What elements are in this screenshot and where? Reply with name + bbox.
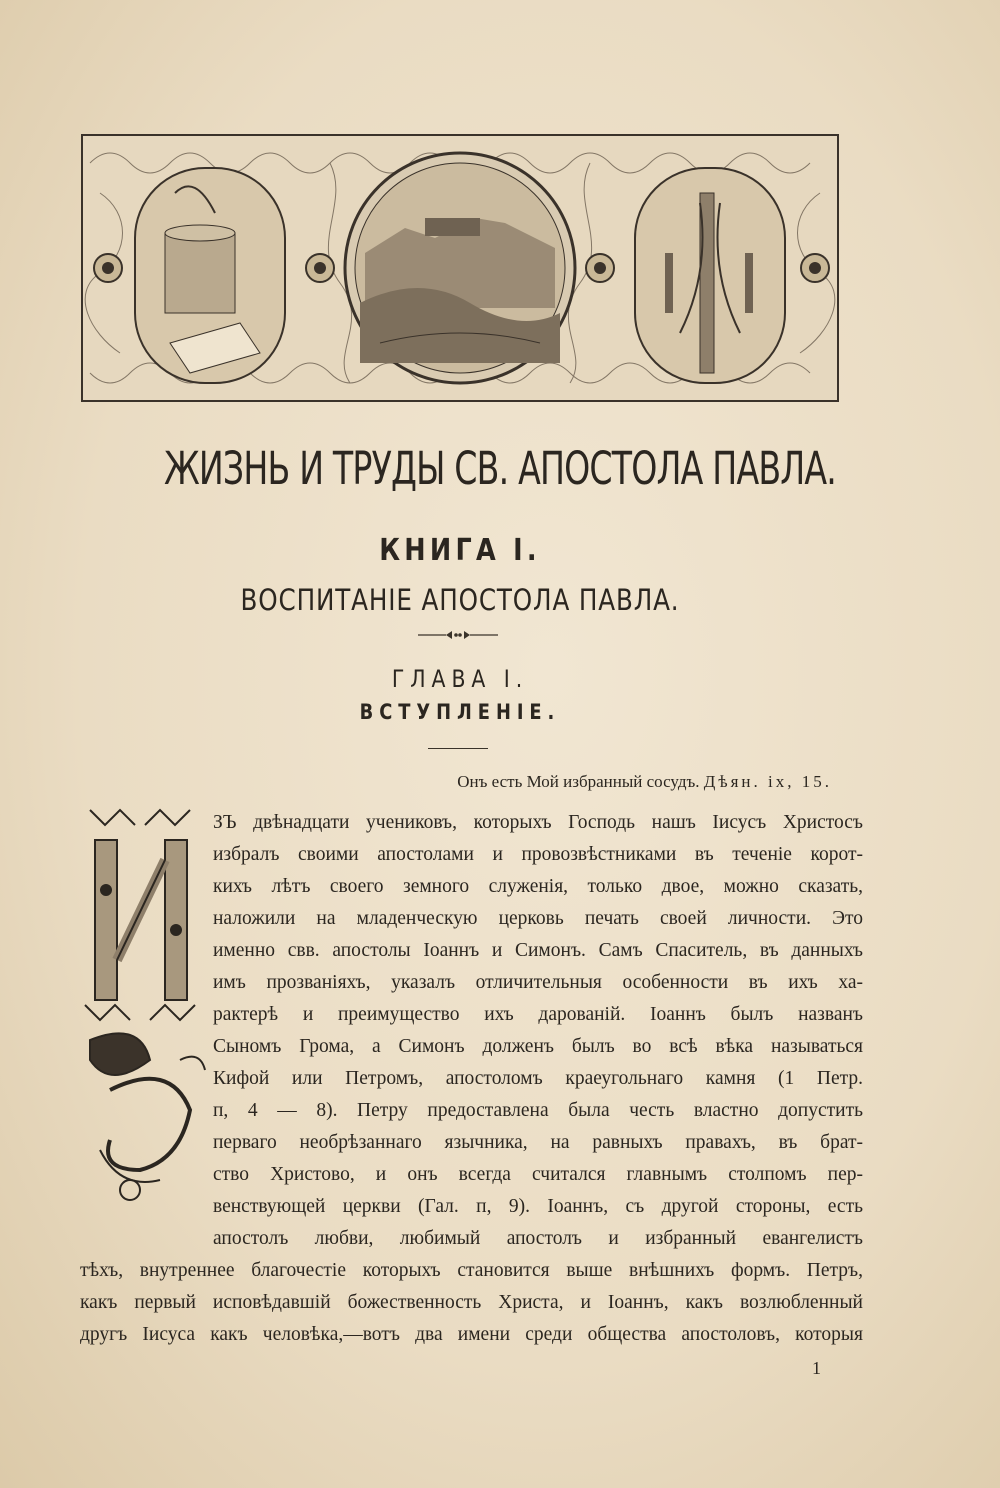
page-title: ЖИЗНЬ И ТРУДЫ СВ. АПОСТОЛА ПАВЛА. [163,442,837,495]
text-line: тѣхъ, внутреннее благочестіе которыхъ становится выше внѣшнихъ формъ. Петръ, [80,1260,863,1281]
book-heading: КНИГА I. [379,533,541,568]
acropolis-medallion-image [345,153,575,383]
text-line: п, 4 — 8). Петру предоставлена была честь властно допустить [213,1100,863,1121]
ornament-divider-icon [418,625,498,645]
text-line: имъ прозваніяхъ, указалъ отличительныя особенности въ ихъ ха- [213,972,863,993]
text-line: Кифой или Петромъ, апостоломъ краеугольнаго камня (1 Петр. [213,1068,863,1089]
text-line: именно свв. апостолы Іоаннъ и Симонъ. Самъ Спаситель, въ данныхъ [213,940,863,961]
chapter-heading: ГЛАВА I. [391,665,529,693]
drop-cap-iz-image [70,800,210,1215]
page-number: 1 [812,1358,821,1378]
chapter-subtitle: ВСТУПЛЕНІЕ. [359,700,561,724]
text-line: Сыномъ Грома, а Симонъ долженъ былъ во всѣ вѣка называться [213,1036,863,1057]
text-line: ство Христово, и онъ всегда считался главнымъ столпомъ пер- [213,1164,863,1185]
divider-rule [428,748,488,749]
ornamental-headpiece-image [80,133,840,403]
epigraph-text: Онъ есть Мой избранный сосудъ. [457,772,700,791]
text-line: перваго необрѣзаннаго язычника, на равныхъ правахъ, въ брат- [213,1132,863,1153]
text-line: избралъ своими апостолами и провозвѣстниками въ теченіе корот- [213,844,863,865]
text-line: апостолъ любви, любимый апостолъ и избранный евангелистъ [213,1228,863,1249]
book-subtitle: ВОСПИТАНІЕ АПОСТОЛА ПАВЛА. [240,583,680,617]
text-line: венствующей церкви (Гал. п, 9). Іоаннъ, съ другой стороны, есть [213,1196,863,1217]
text-line: ЗЪ двѣнадцати учениковъ, которыхъ Господь нашъ Іисусъ Христосъ [213,812,863,833]
text-line: кихъ лѣтъ своего земного служенія, только двое, можно сказать, [213,876,863,897]
text-line: наложили на младенческую церковь печать своей личности. Это [213,908,863,929]
text-line: какъ первый исповѣдавшій божественность Христа, и Іоаннъ, какъ возлюбленный [80,1292,863,1313]
text-line: рактерѣ и преимущество ихъ дарованій. Іоаннъ былъ названъ [213,1004,863,1025]
text-line: другъ Іисуса какъ человѣка,—вотъ два имени среди общества апостоловъ, которыя [80,1324,863,1345]
epigraph-reference: Дѣян. ix, 15. [703,772,832,791]
epigraph [457,772,832,792]
